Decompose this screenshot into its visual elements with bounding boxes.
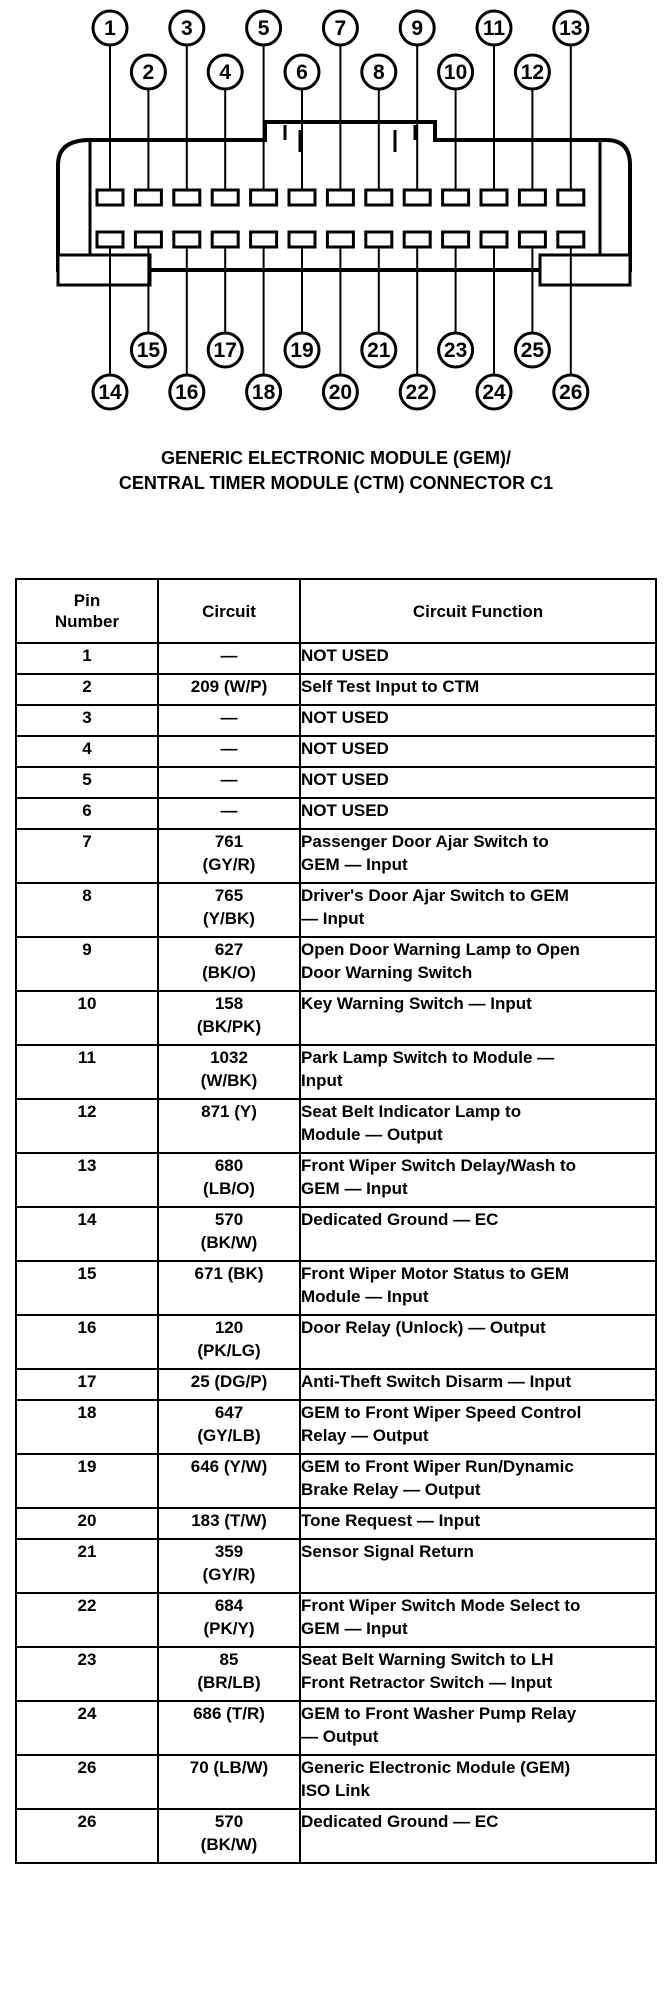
circuit-function-cell: Open Door Warning Lamp to Open Door Warning Switch [300, 937, 656, 991]
table-row [16, 1539, 656, 1593]
circuit-cell: 85 (BR/LB) [158, 1647, 300, 1701]
pin-number-cell: 22 [16, 1593, 158, 1647]
table-row [16, 674, 656, 705]
circuit-cell: 765 (Y/BK) [158, 883, 300, 937]
table-row [16, 1315, 656, 1369]
circuit-cell: 25 (DG/P) [158, 1369, 300, 1400]
circuit-function-cell: Key Warning Switch — Input [300, 991, 656, 1045]
circuit-function-cell: Generic Electronic Module (GEM) ISO Link [300, 1755, 656, 1809]
table-row [16, 1045, 656, 1099]
connector-center-key [285, 125, 415, 152]
pin-number-cell: 26 [16, 1755, 158, 1809]
table-row [16, 1400, 656, 1454]
pin-number-label: 25 [520, 339, 545, 362]
table-row [16, 1755, 656, 1809]
header-circuit-function: Circuit Function [300, 579, 656, 643]
connector-left-latch [58, 255, 150, 285]
pin-number-cell: 26 [16, 1809, 158, 1863]
pin-number-cell: 19 [16, 1454, 158, 1508]
pin-number-cell: 15 [16, 1261, 158, 1315]
pin-cavity [443, 232, 469, 247]
table-row [16, 1647, 656, 1701]
circuit-cell: 158 (BK/PK) [158, 991, 300, 1045]
pin-number-cell: 18 [16, 1400, 158, 1454]
table-row [16, 1207, 656, 1261]
pin-cavity [289, 190, 315, 205]
pin-number-label: 23 [443, 339, 468, 362]
pin-number-cell: 21 [16, 1539, 158, 1593]
circuit-cell: 761 (GY/R) [158, 829, 300, 883]
circuit-function-cell: Front Wiper Switch Delay/Wash to GEM — Input [300, 1153, 656, 1207]
pin-number-label: 7 [334, 17, 347, 40]
table-row [16, 1369, 656, 1400]
circuit-cell: — [158, 705, 300, 736]
circuit-cell: 871 (Y) [158, 1099, 300, 1153]
pin-number-label: 9 [411, 17, 424, 40]
circuit-cell: 646 (Y/W) [158, 1454, 300, 1508]
pin-cavity [212, 190, 238, 205]
pin-cavity [481, 232, 507, 247]
circuit-cell: 209 (W/P) [158, 674, 300, 705]
pin-cavity [251, 232, 277, 247]
pin-number-cell: 3 [16, 705, 158, 736]
pin-number-cell: 4 [16, 736, 158, 767]
pin-cavity [327, 190, 353, 205]
table-header-row [16, 579, 656, 643]
circuit-cell: 120 (PK/LG) [158, 1315, 300, 1369]
pin-number-cell: 5 [16, 767, 158, 798]
circuit-cell: 684 (PK/Y) [158, 1593, 300, 1647]
circuit-function-cell: Front Wiper Switch Mode Select to GEM — Input [300, 1593, 656, 1647]
diagram-title-line-1: GENERIC ELECTRONIC MODULE (GEM)/ [161, 448, 511, 468]
pin-number-cell: 16 [16, 1315, 158, 1369]
pin-number-cell: 7 [16, 829, 158, 883]
pin-cavity [97, 232, 123, 247]
diagram-title-line-2: CENTRAL TIMER MODULE (CTM) CONNECTOR C1 [118, 473, 554, 493]
header-circuit: Circuit [158, 579, 300, 643]
circuit-function-cell: Dedicated Ground — EC [300, 1809, 656, 1863]
circuit-cell: — [158, 798, 300, 829]
circuit-function-cell: NOT USED [300, 798, 656, 829]
pin-number-label: 6 [296, 61, 308, 84]
pin-number-label: 22 [405, 381, 429, 404]
pin-cavity [519, 190, 545, 205]
pin-cavity [366, 232, 392, 247]
pin-number-label: 5 [257, 17, 270, 40]
circuit-function-cell: Passenger Door Ajar Switch to GEM — Input [300, 829, 656, 883]
table-row [16, 1593, 656, 1647]
table-row [16, 767, 656, 798]
table-row [16, 829, 656, 883]
pin-number-label: 13 [559, 17, 583, 40]
table-row [16, 937, 656, 991]
diagram-title [0, 446, 672, 496]
pin-number-label: 1 [104, 17, 116, 40]
connector-right-latch [540, 255, 630, 285]
pin-cavity [174, 190, 200, 205]
circuit-cell: 570 (BK/W) [158, 1207, 300, 1261]
circuit-function-cell: NOT USED [300, 705, 656, 736]
pin-cavity [212, 232, 238, 247]
pin-number-label: 10 [443, 61, 468, 84]
table-row [16, 991, 656, 1045]
circuit-function-cell: Self Test Input to CTM [300, 674, 656, 705]
pin-number-label: 11 [482, 17, 506, 40]
pin-number-cell: 8 [16, 883, 158, 937]
circuit-function-cell: GEM to Front Wiper Speed Control Relay — Output [300, 1400, 656, 1454]
pin-number-cell: 20 [16, 1508, 158, 1539]
table-body [16, 643, 656, 1863]
circuit-function-cell: NOT USED [300, 736, 656, 767]
circuit-cell: 183 (T/W) [158, 1508, 300, 1539]
table-row [16, 798, 656, 829]
pin-cavity [174, 232, 200, 247]
header-pin-number: Pin Number [16, 579, 158, 643]
pin-cavity [558, 232, 584, 247]
table-row [16, 1809, 656, 1863]
pin-number-label: 20 [328, 381, 353, 404]
circuit-function-cell: Seat Belt Indicator Lamp to Module — Output [300, 1099, 656, 1153]
pin-number-label: 12 [520, 61, 545, 84]
circuit-cell: 671 (BK) [158, 1261, 300, 1315]
circuit-function-cell: Tone Request — Input [300, 1508, 656, 1539]
pin-cavity [135, 232, 161, 247]
circuit-cell: 359 (GY/R) [158, 1539, 300, 1593]
circuit-function-cell: Door Relay (Unlock) — Output [300, 1315, 656, 1369]
table-row [16, 1508, 656, 1539]
pin-cavity [135, 190, 161, 205]
pin-number-label: 18 [251, 381, 276, 404]
circuit-function-cell: Dedicated Ground — EC [300, 1207, 656, 1261]
circuit-function-cell: Front Wiper Motor Status to GEM Module — Input [300, 1261, 656, 1315]
pin-number-cell: 10 [16, 991, 158, 1045]
pin-number-cell: 13 [16, 1153, 158, 1207]
pin-number-cell: 11 [16, 1045, 158, 1099]
pin-cavity [443, 190, 469, 205]
pin-number-label: 15 [136, 339, 161, 362]
pin-number-cell: 2 [16, 674, 158, 705]
table-row [16, 1701, 656, 1755]
pin-number-cell: 1 [16, 643, 158, 674]
pin-number-label: 16 [175, 381, 199, 404]
circuit-function-cell: GEM to Front Wiper Run/Dynamic Brake Relay — Output [300, 1454, 656, 1508]
circuit-cell: 570 (BK/W) [158, 1809, 300, 1863]
table-row [16, 1099, 656, 1153]
pin-cavity [289, 232, 315, 247]
pin-number-label: 21 [367, 339, 391, 362]
pin-number-label: 19 [290, 339, 314, 362]
pin-number-label: 17 [213, 339, 237, 362]
pin-number-label: 14 [98, 381, 122, 404]
pin-cavity [481, 190, 507, 205]
pin-number-label: 26 [559, 381, 583, 404]
table-row [16, 1261, 656, 1315]
pin-cavity [519, 232, 545, 247]
table-row [16, 1153, 656, 1207]
pin-cavity [366, 190, 392, 205]
table-row [16, 883, 656, 937]
pin-number-cell: 12 [16, 1099, 158, 1153]
circuit-function-cell: Sensor Signal Return [300, 1539, 656, 1593]
circuit-function-cell: Anti-Theft Switch Disarm — Input [300, 1369, 656, 1400]
pin-number-label: 2 [142, 61, 155, 84]
circuit-cell: — [158, 736, 300, 767]
circuit-function-cell: NOT USED [300, 643, 656, 674]
circuit-cell: 686 (T/R) [158, 1701, 300, 1755]
pin-function-table [15, 578, 657, 1864]
pin-number-label: 8 [372, 61, 385, 84]
circuit-function-cell: Driver's Door Ajar Switch to GEM — Input [300, 883, 656, 937]
circuit-cell: 627 (BK/O) [158, 937, 300, 991]
circuit-function-cell: Seat Belt Warning Switch to LH Front Retractor Switch — Input [300, 1647, 656, 1701]
pin-number-cell: 23 [16, 1647, 158, 1701]
pin-number-label: 3 [180, 17, 193, 40]
circuit-cell: 680 (LB/O) [158, 1153, 300, 1207]
table-row [16, 1454, 656, 1508]
table-row [16, 705, 656, 736]
circuit-function-cell: Park Lamp Switch to Module — Input [300, 1045, 656, 1099]
pin-number-cell: 14 [16, 1207, 158, 1261]
pin-number-cell: 9 [16, 937, 158, 991]
pin-number-cell: 17 [16, 1369, 158, 1400]
circuit-cell: — [158, 767, 300, 798]
circuit-function-cell: NOT USED [300, 767, 656, 798]
table-row [16, 736, 656, 767]
pin-cavity [327, 232, 353, 247]
circuit-cell: 70 (LB/W) [158, 1755, 300, 1809]
pin-cavity [97, 190, 123, 205]
circuit-function-cell: GEM to Front Washer Pump Relay — Output [300, 1701, 656, 1755]
pin-number-label: 24 [482, 381, 506, 404]
pin-cavity [404, 232, 430, 247]
circuit-cell: — [158, 643, 300, 674]
pin-number-cell: 6 [16, 798, 158, 829]
pin-number-cell: 24 [16, 1701, 158, 1755]
circuit-cell: 1032 (W/BK) [158, 1045, 300, 1099]
pin-cavity [251, 190, 277, 205]
connector-c1-diagram [0, 0, 672, 420]
circuit-cell: 647 (GY/LB) [158, 1400, 300, 1454]
pin-cavity [558, 190, 584, 205]
pin-number-label: 4 [219, 61, 232, 84]
pin-cavity [404, 190, 430, 205]
table-row [16, 643, 656, 674]
